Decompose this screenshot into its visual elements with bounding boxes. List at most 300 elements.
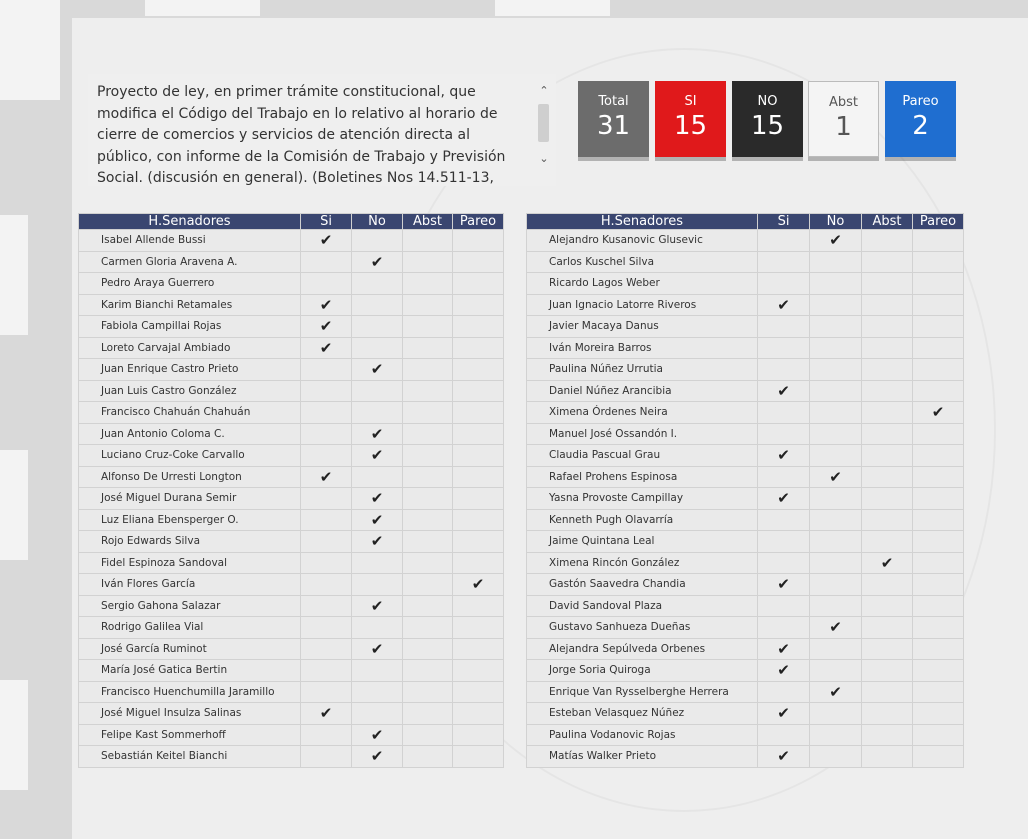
senator-row [527,230,964,252]
vote-cell-abst [862,552,913,574]
senator-name: Matías Walker Prieto [527,746,758,768]
senator-name: Alejandro Kusanovic Glusevic [527,230,758,252]
senator-row [79,230,504,252]
check-icon: ✔ [319,704,333,723]
vote-cell-pareo [453,660,504,682]
vote-cell-no [810,552,862,574]
tile-value: 1 [835,112,852,142]
vote-cell-abst [403,337,453,359]
check-icon: ✔ [370,725,384,744]
vote-cell-abst [403,230,453,252]
senator-row [79,445,504,467]
vote-cell-no [810,466,862,488]
vote-cell-pareo [913,359,964,381]
vote-cell-pareo [913,660,964,682]
column-header-abst: Abst [862,214,913,230]
vote-cell-abst [862,273,913,295]
check-icon: ✔ [319,317,333,336]
senator-name: Rojo Edwards Silva [79,531,301,553]
bill-description: Proyecto de ley, en primer trámite constitucional, que modifica el Código del Trabajo en lo relativo al horario de cierre de comercios y servicios de atención directa al público, con informe de la Comisión de Trabajo y Previsión Social. (discusión en general). (Boletines Nos 14.511-13, [97,84,506,186]
vote-cell-no [352,574,403,596]
vote-cell-no [810,316,862,338]
senator-name: José García Ruminot [79,638,301,660]
senator-row [527,746,964,768]
vote-cell-pareo [453,488,504,510]
vote-cell-pareo [913,746,964,768]
vote-cell-abst [403,294,453,316]
senator-row [527,509,964,531]
vote-cell-pareo [453,595,504,617]
background-panel [0,680,28,790]
tile-label: NO [757,94,778,109]
vote-cell-abst [403,746,453,768]
vote-cell-si [301,617,352,639]
senator-name: Ximena Órdenes Neira [527,402,758,424]
vote-cell-no [810,230,862,252]
column-header-no: No [352,214,403,230]
vote-cell-no [352,638,403,660]
senator-row [79,617,504,639]
vote-cell-pareo [453,445,504,467]
check-icon: ✔ [370,424,384,443]
senator-name: Juan Enrique Castro Prieto [79,359,301,381]
vote-cell-si [758,595,810,617]
vote-cell-pareo [913,681,964,703]
vote-cell-si [301,488,352,510]
vote-cell-no [810,574,862,596]
vote-cell-no [810,746,862,768]
vote-cell-abst [403,273,453,295]
senator-name: Alfonso De Urresti Longton [79,466,301,488]
vote-cell-no [810,703,862,725]
senator-name: Luciano Cruz-Coke Carvallo [79,445,301,467]
senator-name: Javier Macaya Danus [527,316,758,338]
senator-row [79,402,504,424]
vote-cell-abst [862,574,913,596]
vote-cell-pareo [453,294,504,316]
abst-tile [808,81,879,157]
vote-cell-pareo [913,703,964,725]
senator-row [79,294,504,316]
check-icon: ✔ [777,295,790,314]
senator-row [527,251,964,273]
vote-cell-si [301,746,352,768]
vote-cell-si [758,638,810,660]
vote-cell-si [758,509,810,531]
vote-cell-abst [403,423,453,445]
check-icon: ✔ [829,467,842,486]
senator-row [527,638,964,660]
vote-cell-si [301,595,352,617]
column-header-pareo: Pareo [453,214,504,230]
vote-cell-abst [403,509,453,531]
senator-name: Paulina Núñez Urrutia [527,359,758,381]
check-icon: ✔ [370,489,384,508]
tile-value: 15 [750,111,785,141]
vote-cell-pareo [453,509,504,531]
vote-cell-si [758,660,810,682]
vote-cell-no [352,402,403,424]
vote-cell-pareo [453,359,504,381]
vote-cell-abst [403,724,453,746]
senator-name: Juan Luis Castro González [79,380,301,402]
column-header-no: No [810,214,862,230]
column-header-senadores: H.Senadores [527,214,758,230]
background-panel [0,215,28,335]
check-icon: ✔ [880,553,894,572]
senator-row [79,638,504,660]
vote-cell-pareo [913,509,964,531]
vote-cell-no [352,552,403,574]
vote-cell-abst [862,681,913,703]
senator-row [79,509,504,531]
senator-name: Daniel Núñez Arancibia [527,380,758,402]
tile-label: Pareo [902,94,939,109]
senator-name: Gustavo Sanhueza Dueñas [527,617,758,639]
vote-cell-si [301,402,352,424]
vote-cell-abst [403,488,453,510]
vote-cell-abst [403,703,453,725]
vote-cell-abst [862,337,913,359]
vote-cell-abst [862,380,913,402]
vote-cell-abst [403,638,453,660]
senator-name: Francisco Chahuán Chahuán [79,402,301,424]
pareo-tile [885,81,956,157]
background-panel [0,450,28,560]
vote-cell-abst [403,552,453,574]
senator-name: Karim Bianchi Retamales [79,294,301,316]
senator-row [79,316,504,338]
vote-cell-pareo [913,316,964,338]
senator-row [79,423,504,445]
background-panel [495,0,610,16]
vote-cell-no [810,337,862,359]
vote-cell-abst [862,660,913,682]
senator-name: Juan Antonio Coloma C. [79,423,301,445]
senator-name: Manuel José Ossandón I. [527,423,758,445]
vote-cell-no [810,423,862,445]
check-icon: ✔ [370,596,384,615]
senator-row [79,724,504,746]
vote-cell-si [758,552,810,574]
vote-cell-si [301,445,352,467]
senator-name: Sergio Gahona Salazar [79,595,301,617]
senator-row [527,531,964,553]
vote-cell-si [301,638,352,660]
vote-cell-pareo [913,380,964,402]
vote-cell-abst [403,251,453,273]
check-icon: ✔ [829,618,842,637]
tile-label: Total [598,94,629,109]
senator-name: Kenneth Pugh Olavarría [527,509,758,531]
vote-cell-no [352,703,403,725]
vote-cell-no [352,294,403,316]
senator-name: David Sandoval Plaza [527,595,758,617]
vote-cell-no [810,445,862,467]
vote-cell-pareo [453,466,504,488]
vote-cell-no [810,595,862,617]
senator-name: Enrique Van Rysselberghe Herrera [527,681,758,703]
vote-cell-pareo [913,724,964,746]
vote-cell-pareo [913,617,964,639]
senator-row [79,574,504,596]
vote-cell-si [301,359,352,381]
senator-name: Claudia Pascual Grau [527,445,758,467]
vote-cell-si [758,423,810,445]
vote-cell-abst [862,316,913,338]
vote-cell-no [810,251,862,273]
vote-cell-si [758,445,810,467]
senator-row [527,359,964,381]
vote-cell-no [352,660,403,682]
senator-row [527,402,964,424]
senator-row [79,660,504,682]
vote-cell-pareo [453,423,504,445]
vote-cell-si [758,251,810,273]
background-panel [0,0,60,100]
vote-cell-si [301,380,352,402]
vote-cell-pareo [453,703,504,725]
vote-cell-si [758,703,810,725]
vote-cell-si [301,251,352,273]
vote-cell-no [810,660,862,682]
vote-cell-pareo [913,402,964,424]
vote-cell-si [758,724,810,746]
vote-cell-abst [862,445,913,467]
vote-cell-pareo [913,273,964,295]
vote-cell-pareo [913,445,964,467]
vote-cell-pareo [913,294,964,316]
column-header-senadores: H.Senadores [79,214,301,230]
vote-cell-pareo [913,595,964,617]
vote-cell-abst [862,230,913,252]
senator-name: Felipe Kast Sommerhoff [79,724,301,746]
senator-name: Iván Moreira Barros [527,337,758,359]
vote-cell-pareo [913,638,964,660]
vote-cell-si [301,509,352,531]
check-icon: ✔ [370,510,384,529]
scroll-up-button[interactable]: ⌃ [539,84,549,97]
vote-cell-pareo [913,466,964,488]
tile-value: 15 [673,111,708,141]
vote-cell-si [758,294,810,316]
senator-row [527,552,964,574]
vote-cell-no [352,466,403,488]
tile-value: 2 [912,111,929,141]
senator-name: Fabiola Campillai Rojas [79,316,301,338]
senator-row [79,681,504,703]
table-header [527,214,964,230]
vote-cell-abst [862,402,913,424]
senator-name: Esteban Velasquez Núñez [527,703,758,725]
background-panel [145,0,260,16]
senator-row [79,703,504,725]
vote-cell-no [352,531,403,553]
senator-row [79,488,504,510]
tile-value: 31 [596,111,631,141]
scroll-down-button[interactable]: ⌄ [539,152,549,165]
vote-cell-si [758,273,810,295]
vote-cell-no [810,638,862,660]
vote-cell-abst [403,466,453,488]
senator-row [79,359,504,381]
vote-cell-pareo [453,337,504,359]
column-header-si: Si [758,214,810,230]
vote-cell-si [301,681,352,703]
vote-cell-si [301,703,352,725]
senator-name: José Miguel Insulza Salinas [79,703,301,725]
vote-cell-pareo [453,638,504,660]
vote-cell-no [352,316,403,338]
vote-cell-si [301,660,352,682]
senator-name: Sebastián Keitel Bianchi [79,746,301,768]
senator-name: Gastón Saavedra Chandia [527,574,758,596]
vote-cell-abst [403,380,453,402]
check-icon: ✔ [931,403,945,422]
vote-cell-no [810,402,862,424]
vote-cell-si [301,724,352,746]
vote-cell-no [810,273,862,295]
senator-row [79,337,504,359]
vote-cell-si [301,466,352,488]
vote-cell-abst [862,703,913,725]
senator-name: María José Gatica Bertin [79,660,301,682]
vote-cell-si [301,531,352,553]
vote-cell-no [810,294,862,316]
vote-cell-si [758,359,810,381]
check-icon: ✔ [370,532,384,551]
vote-cell-no [810,359,862,381]
senators-table-right [526,213,964,768]
senator-name: Ricardo Lagos Weber [527,273,758,295]
senator-name: Carmen Gloria Aravena A. [79,251,301,273]
senator-row [79,251,504,273]
total-tile [578,81,649,157]
senator-name: Alejandra Sepúlveda Orbenes [527,638,758,660]
vote-cell-no [810,509,862,531]
senator-row [527,574,964,596]
vote-cell-si [758,337,810,359]
senator-row [79,273,504,295]
vote-cell-pareo [453,230,504,252]
senator-name: Iván Flores García [79,574,301,596]
vote-cell-abst [862,638,913,660]
vote-cell-abst [403,402,453,424]
senator-row [527,617,964,639]
senator-row [527,316,964,338]
vote-cell-pareo [453,746,504,768]
vote-cell-si [758,230,810,252]
vote-cell-pareo [453,531,504,553]
vote-cell-no [352,488,403,510]
scroll-thumb[interactable] [538,104,549,142]
bill-description-box[interactable] [88,74,556,186]
vote-cell-no [352,617,403,639]
column-header-pareo: Pareo [913,214,964,230]
vote-cell-si [301,273,352,295]
vote-cell-abst [862,251,913,273]
vote-cell-si [301,230,352,252]
vote-cell-si [758,466,810,488]
vote-cell-abst [403,660,453,682]
vote-cell-pareo [913,574,964,596]
vote-cell-pareo [913,531,964,553]
vote-cell-pareo [453,617,504,639]
senator-row [79,746,504,768]
vote-cell-abst [862,423,913,445]
senator-row [527,488,964,510]
check-icon: ✔ [777,489,790,508]
vote-cell-si [301,316,352,338]
vote-cell-no [352,509,403,531]
vote-cell-si [758,402,810,424]
senator-row [527,681,964,703]
vote-cell-abst [862,595,913,617]
check-icon: ✔ [777,639,790,658]
check-icon: ✔ [777,704,790,723]
senators-table-left [78,213,504,768]
senator-row [527,595,964,617]
vote-cell-no [352,230,403,252]
senator-name: Jaime Quintana Leal [527,531,758,553]
senator-row [79,552,504,574]
senator-name: Juan Ignacio Latorre Riveros [527,294,758,316]
senator-row [527,380,964,402]
vote-cell-pareo [453,251,504,273]
senator-row [79,595,504,617]
senator-row [79,466,504,488]
vote-cell-pareo [453,574,504,596]
vote-cell-no [352,423,403,445]
column-header-abst: Abst [403,214,453,230]
vote-cell-abst [403,445,453,467]
vote-cell-pareo [453,402,504,424]
vote-cell-abst [403,617,453,639]
check-icon: ✔ [319,231,333,250]
senator-name: Loreto Carvajal Ambiado [79,337,301,359]
senator-name: Paulina Vodanovic Rojas [527,724,758,746]
senator-name: Rodrigo Galilea Vial [79,617,301,639]
si-tile [655,81,726,157]
vote-cell-si [758,746,810,768]
senator-name: Rafael Prohens Espinosa [527,466,758,488]
vote-cell-si [301,574,352,596]
vote-cell-abst [403,595,453,617]
vote-cell-no [352,251,403,273]
vote-cell-no [810,488,862,510]
senator-row [527,703,964,725]
vote-cell-pareo [453,316,504,338]
check-icon: ✔ [370,252,384,271]
vote-cell-si [758,531,810,553]
tile-label: Abst [828,95,858,110]
vote-cell-pareo [453,552,504,574]
vote-cell-abst [862,617,913,639]
check-icon: ✔ [471,575,485,594]
check-icon: ✔ [777,575,790,594]
vote-cell-si [301,552,352,574]
senator-name: Luz Eliana Ebensperger O. [79,509,301,531]
senator-name: Isabel Allende Bussi [79,230,301,252]
senator-name: Yasna Provoste Campillay [527,488,758,510]
vote-cell-abst [862,466,913,488]
check-icon: ✔ [829,682,842,701]
vote-cell-si [758,574,810,596]
check-icon: ✔ [777,661,790,680]
check-icon: ✔ [319,295,333,314]
no-tile [732,81,803,157]
vote-cell-no [352,380,403,402]
